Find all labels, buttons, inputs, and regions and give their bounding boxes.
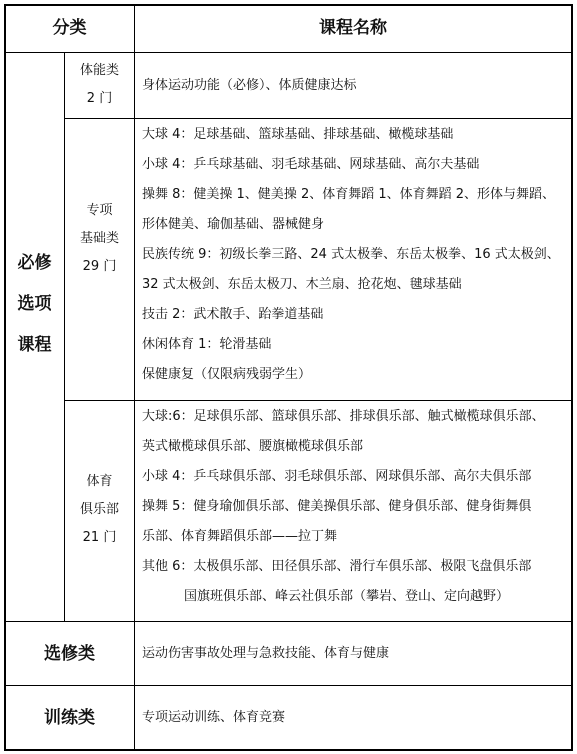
course-line: 休闲体育 1：轮滑基础 xyxy=(142,337,272,352)
required-elective-label-line: 选项 xyxy=(17,294,52,314)
training-label: 训练类 xyxy=(44,708,95,728)
course-line: 操舞 5：健身瑜伽俱乐部、健美操俱乐部、健身俱乐部、健身街舞俱 xyxy=(142,499,532,514)
course-line: 其他 6：太极俱乐部、田径俱乐部、滑行车俱乐部、极限飞盘俱乐部 xyxy=(142,559,532,574)
group-label-line: 21 门 xyxy=(82,530,117,545)
group-basic-label xyxy=(65,197,134,281)
group-club-courses xyxy=(142,404,545,610)
required-elective-label xyxy=(5,243,64,366)
group-club-label xyxy=(65,468,134,552)
course-line: 技击 2：武术散手、跆拳道基础 xyxy=(142,307,324,322)
main-col-divider xyxy=(134,4,135,751)
table-border-right xyxy=(571,4,573,751)
course-line: 小球 4：乒乓球俱乐部、羽毛球俱乐部、网球俱乐部、高尔夫俱乐部 xyxy=(142,469,532,484)
group-label-line: 体育 xyxy=(86,474,113,489)
training-courses: 专项运动训练、体育竞赛 xyxy=(142,710,286,725)
course-line: 民族传统 9：初级长拳三路、24 式太极拳、东岳太极拳、16 式太极剑、 xyxy=(142,247,560,262)
table-border-left xyxy=(4,4,6,751)
course-line: 国旗班俱乐部、峰云社俱乐部（攀岩、登山、定向越野） xyxy=(184,589,510,604)
group-label-line: 体能类 xyxy=(79,63,119,78)
group-label-line: 2 门 xyxy=(86,91,113,106)
header-divider xyxy=(4,52,573,53)
course-line: 大球:6：足球俱乐部、篮球俱乐部、排球俱乐部、触式橄榄球俱乐部、 xyxy=(142,409,545,424)
group-label-line: 专项 xyxy=(86,203,113,218)
course-line: 乐部、体育舞蹈俱乐部——拉丁舞 xyxy=(142,529,338,544)
group-label-line: 基础类 xyxy=(79,231,119,246)
group-basic-courses xyxy=(142,122,560,388)
header-category: 分类 xyxy=(52,18,87,38)
course-line: 身体运动功能（必修）、体质健康达标 xyxy=(142,78,357,93)
course-line: 形体健美、瑜伽基础、器械健身 xyxy=(142,217,325,232)
group-label-line: 29 门 xyxy=(82,259,117,274)
row-divider-elective xyxy=(4,685,573,686)
required-elective-label-line: 课程 xyxy=(17,335,52,355)
row-divider-physical xyxy=(64,118,573,119)
row-divider-required xyxy=(4,621,573,622)
group-label-line: 俱乐部 xyxy=(79,502,119,517)
course-line: 小球 4：乒乓球基础、羽毛球基础、网球基础、高尔夫基础 xyxy=(142,157,480,172)
course-line: 32 式太极剑、东岳太极刀、木兰扇、抢花炮、毽球基础 xyxy=(142,277,462,292)
group-physical-label xyxy=(65,57,134,113)
electives-label: 选修类 xyxy=(44,644,95,664)
course-line: 操舞 8：健美操 1、健美操 2、体育舞蹈 1、体育舞蹈 2、形体与舞蹈、 xyxy=(142,187,556,202)
electives-courses: 运动伤害事故处理与急救技能、体育与健康 xyxy=(142,646,390,661)
course-line: 大球 4：足球基础、篮球基础、排球基础、橄榄球基础 xyxy=(142,127,454,142)
required-elective-label-line: 必修 xyxy=(17,253,52,273)
table-border-bottom xyxy=(4,749,573,751)
header-course-name: 课程名称 xyxy=(319,18,387,38)
course-line: 英式橄榄球俱乐部、腰旗橄榄球俱乐部 xyxy=(142,439,364,454)
table-border-top xyxy=(4,4,573,6)
course-line: 保健康复（仅限病残弱学生） xyxy=(142,367,312,382)
row-divider-basic xyxy=(64,400,573,401)
